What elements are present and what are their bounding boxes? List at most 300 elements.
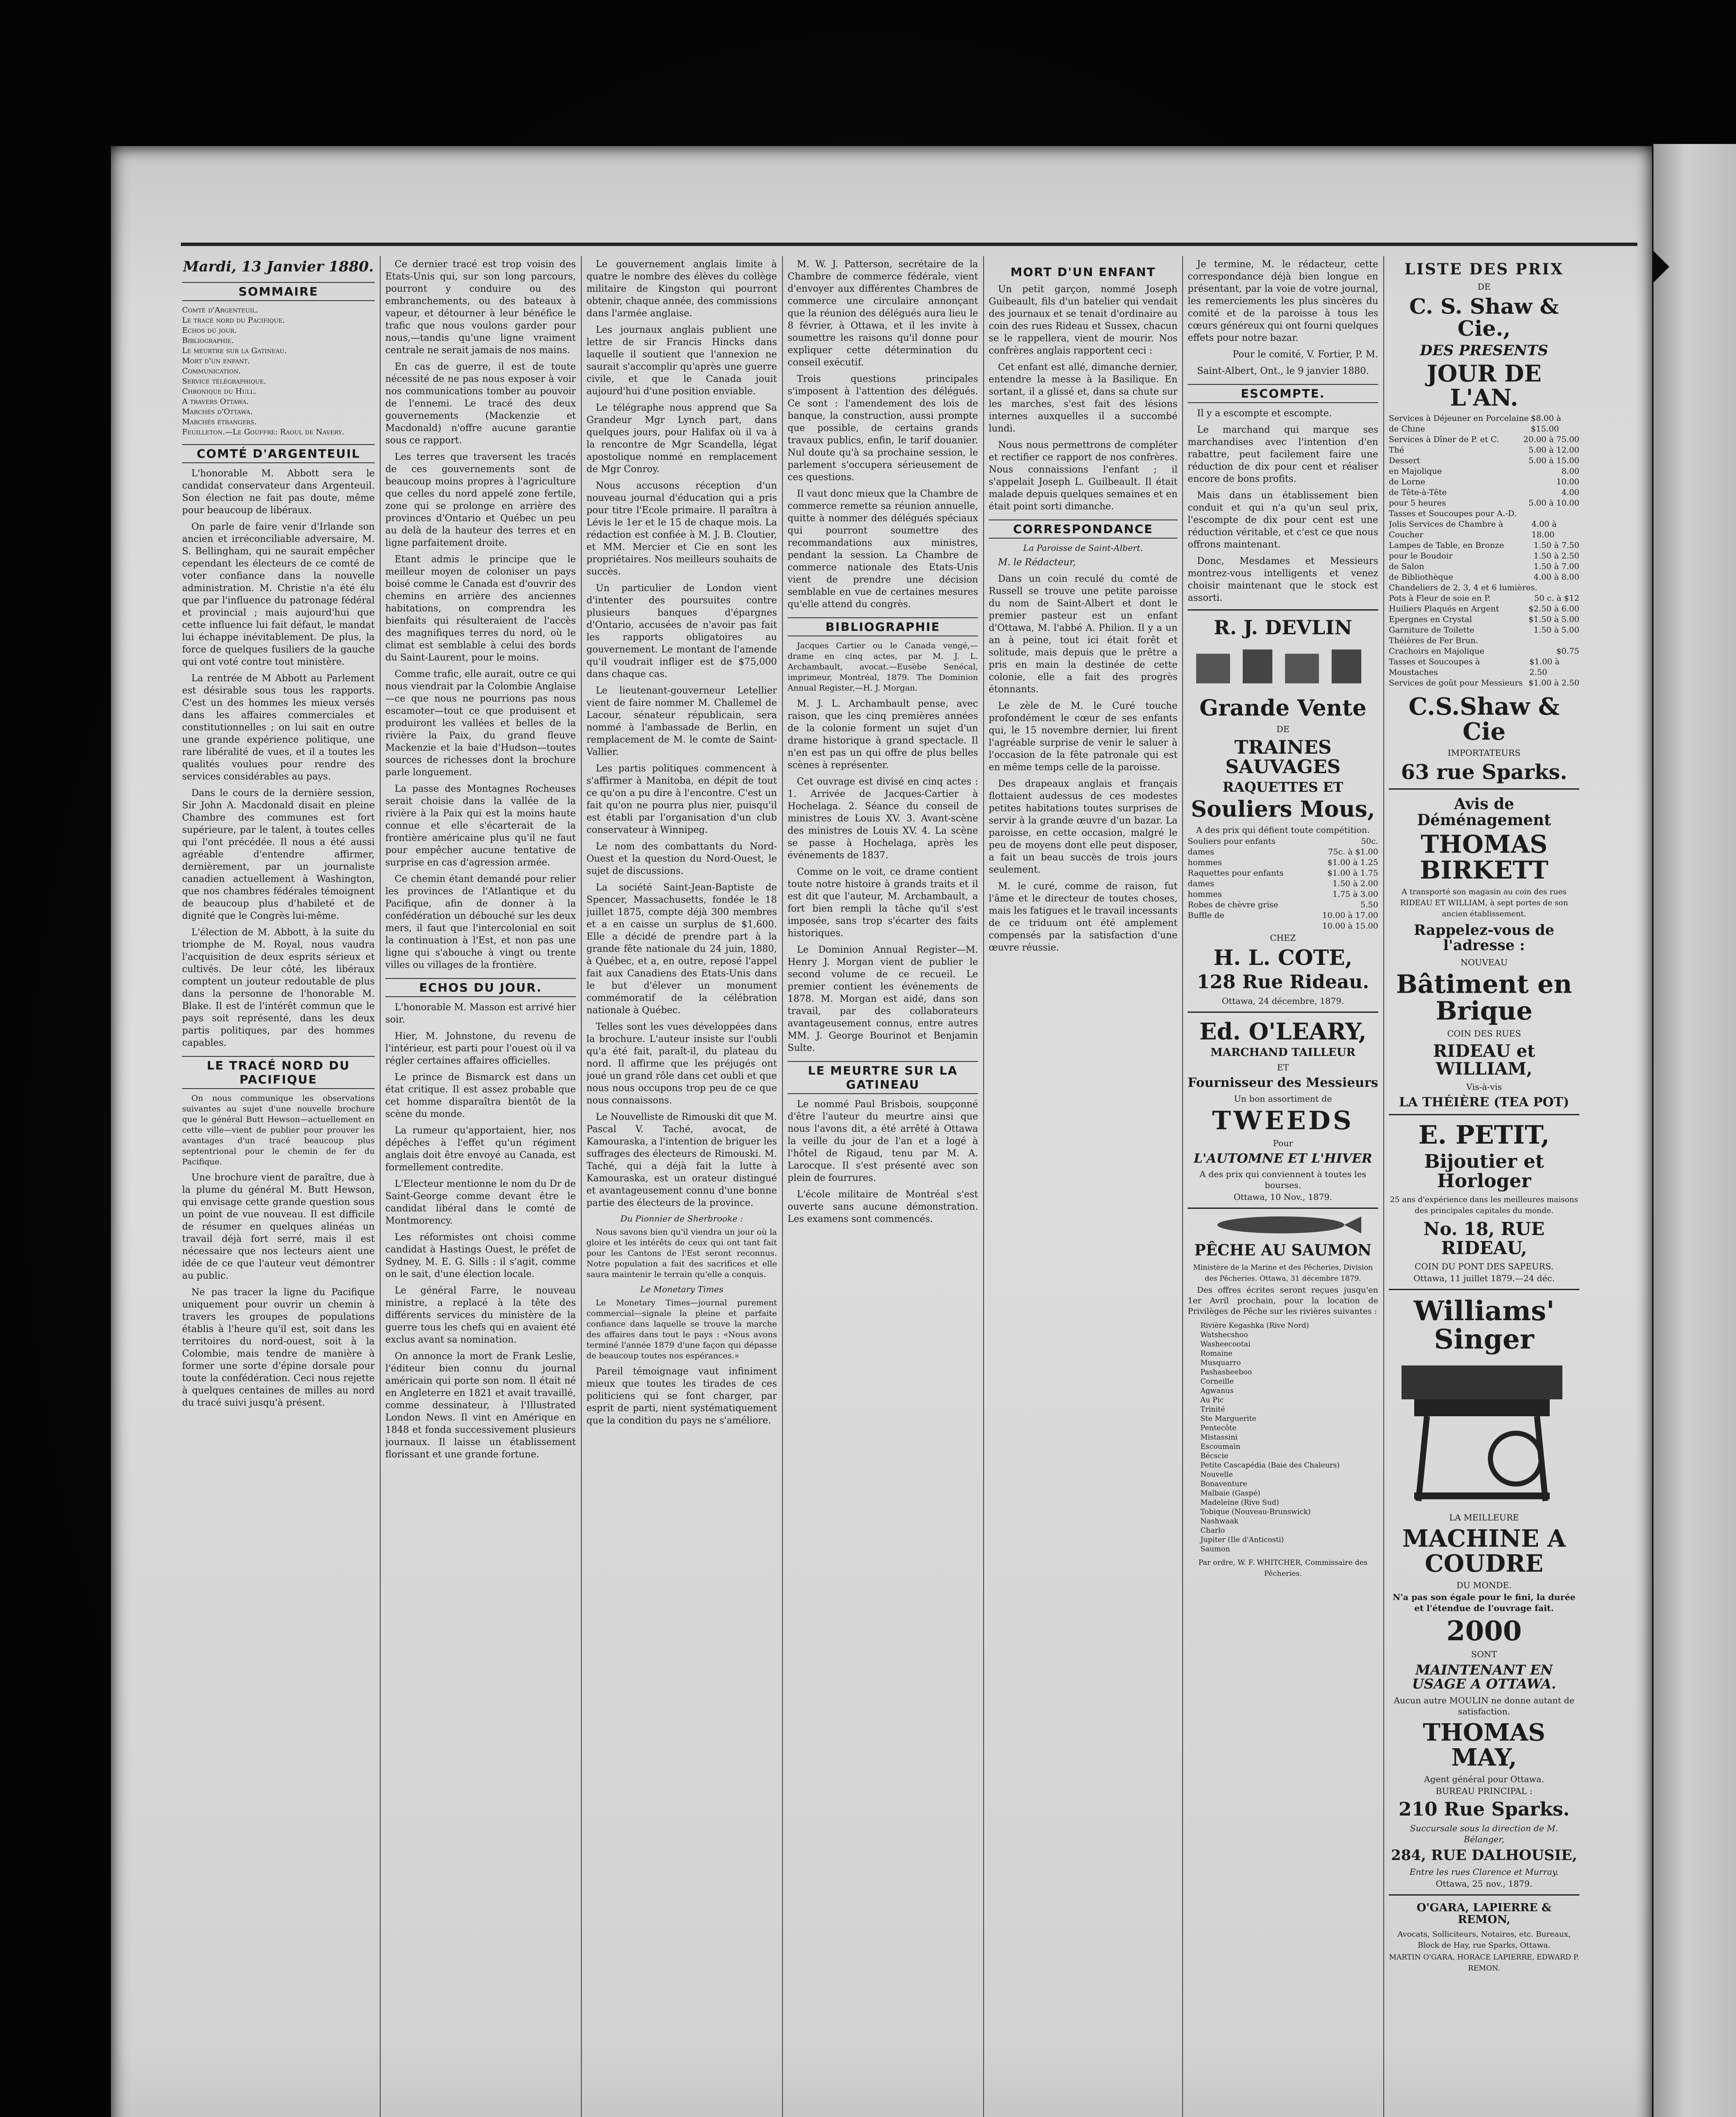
ad-text: Pour — [1273, 1138, 1293, 1148]
paragraph: M. J. L. Archambault pense, avec raison, que les cinq premières années de la colonie forment un sujet d'un drame historique à grand spectacle. Il n'en est pas un qui offre de plus belles scènes à représenter. — [788, 699, 978, 771]
price-item: Services de goût pour Messieurs — [1389, 678, 1523, 688]
ad-text: DE — [1276, 724, 1290, 734]
article-title: ESCOMPTE. — [1188, 384, 1378, 403]
price-row — [1188, 889, 1378, 900]
column-3 — [586, 258, 777, 2117]
toc-item: Marchés étrangers. — [182, 417, 257, 426]
river-item: Musquarro — [1200, 1358, 1241, 1367]
issue-date: Mardi, 13 Janvier 1880. — [183, 258, 374, 275]
advertiser-name: THOMAS MAY, — [1423, 1719, 1545, 1772]
price-value: 75c. à $1.00 — [1328, 847, 1378, 857]
ad-headline: TRAINES SAUVAGES — [1225, 736, 1341, 778]
price-row — [1389, 604, 1579, 614]
price-item: Lampes de Table, en Bronze — [1389, 540, 1504, 550]
article-title: LE TRACÉ NORD DU PACIFIQUE — [182, 1056, 375, 1089]
river-item: Romaine — [1200, 1349, 1233, 1358]
ad-text: Avocats, Solliciteurs, Notaires, etc. Bureaux, Block de Hay, rue Sparks, Ottawa. — [1397, 1930, 1571, 1950]
price-item: Jolis Services de Chambre à Coucher — [1389, 519, 1504, 539]
column-6 — [1188, 258, 1378, 2117]
toc-item: Comté d'Argenteuil. — [182, 306, 258, 315]
river-item: Bonaventure — [1200, 1479, 1247, 1488]
paragraph: Nous savons bien qu'il viendra un jour où la gloire et les intérêts de ceux qui ont tant fait pour les Cantons de l'Est seront reconnus. Notre population a fait des sacrifices et elle saura maintenir le terrain qu'elle a conquis. — [586, 1227, 777, 1279]
price-row — [1389, 614, 1579, 625]
ad-text: Un bon assortiment de — [1234, 1093, 1332, 1104]
price-row — [1389, 498, 1579, 509]
river-item: Madeleine (Rive Sud) — [1200, 1498, 1279, 1507]
price-row — [1389, 445, 1579, 456]
river-item: Agwanus — [1200, 1386, 1234, 1395]
ad-text: BUREAU PRINCIPAL : — [1435, 1785, 1533, 1796]
paragraph: Ce chemin étant demandé pour relier les provinces de l'Atlantique et du Pacifique, afin de donner à la confédération un débouché sur les deux mers, il faut que l'intercolonial en soit la continuation à l'Est, et non pas une ligne qui s'abouche à vingt ou trente villes ou villages de la frontière. — [385, 874, 576, 970]
river-item: Saumon — [1200, 1545, 1230, 1553]
article-title: BIBLIOGRAPHIE — [788, 617, 978, 636]
article-subtitle: La Paroisse de Saint-Albert. — [1023, 543, 1143, 553]
river-item: Nashwaak — [1200, 1517, 1238, 1526]
toc-item: Chronique du Hull. — [182, 387, 257, 396]
paragraph: L'Electeur mentionne le nom du Dr de Saint-George comme devant être le candidat libéral dans le comté de Montmorency. — [385, 1179, 576, 1226]
paragraph: Le prince de Bismarck est dans un état critique. Il est assez probable que cet homme disparaîtra bientôt de la scène du monde. — [385, 1072, 576, 1119]
paragraph: Il y a escompte et escompte. — [1197, 408, 1332, 419]
paragraph: La rentrée de M Abbott au Parlement est désirable sous tous les rapports. C'est un des hommes les mieux versés dans les affaires commerciales et constitutionnelles ; on lui sait en outre une grande expérience politique, une rare libéralité de vues, et il a toutes les qualités voulues pour rendre des services considérables au pays. — [182, 673, 375, 782]
price-value: 5.50 — [1360, 900, 1378, 910]
price-item: de Bibliothèque — [1389, 572, 1453, 582]
advertiser-name: THOMAS BIRKETT — [1420, 830, 1548, 885]
ad-text: A transporté son magasin au coin des rues RIDEAU ET WILLIAM, à sept portes de son ancien établissement. — [1400, 887, 1568, 919]
river-item: Trinité — [1200, 1405, 1225, 1414]
price-row — [1389, 540, 1579, 551]
ad-headline: Rappelez-vous de l'adresse : — [1414, 922, 1554, 954]
ad-text: CHEZ — [1270, 933, 1296, 943]
price-row — [1389, 561, 1579, 572]
price-item: Dessert — [1389, 456, 1420, 465]
ad-text: COIN DES RUES — [1447, 1028, 1521, 1039]
river-item: Charlo — [1200, 1526, 1225, 1535]
price-value: 5.00 à 12.00 — [1528, 445, 1579, 455]
paragraph: Le Monetary Times—journal purement commercial—signale la pleine et parfaite confiance dans laquelle se trouve la marche des affaires dans tout le pays : «Nous avons terminé l'année 1879 d'une façon qui dépasse de beaucoup toutes nos espérances.» — [586, 1298, 777, 1360]
ad-text: 25 ans d'expérience dans les meilleures maisons des principales capitales du monde. — [1390, 1195, 1578, 1216]
price-row — [1188, 879, 1378, 889]
price-item: Garniture de Toilette — [1389, 625, 1475, 635]
paragraph: Le marchand qui marque ses marchandises avec l'intention d'en rabattre, peut facilement faire une réduction de dix pour cent et réaliser encore de bons profits. — [1188, 425, 1378, 484]
notice-title: PÊCHE AU SAUMON — [1194, 1241, 1372, 1260]
paragraph: L'honorable M. Abbott sera le candidat conservateur dans Argenteuil. Son élection ne fait pas doute, même pour beaucoup de libéraux. — [182, 468, 375, 516]
paragraph: Telles sont les vues développées dans la brochure. L'auteur insiste sur l'oubli qu'a été fait, paraît-il, du plateau du nord. Il affirme que les préjugés ont joué un grand rôle dans cet oubli et que nous nous occupons trop peu de ce que nous connaissons. — [586, 1022, 777, 1106]
ad-headline: L'AUTOMNE ET L'HIVER — [1194, 1151, 1372, 1166]
advertiser-name: H. L. COTE, — [1213, 945, 1353, 970]
river-item: Mistassini — [1200, 1433, 1238, 1442]
ad-text: NOUVEAU — [1460, 957, 1508, 967]
paragraph: La rumeur qu'apportaient, hier, nos dépêches à l'effet qu'un régiment anglais doit être envoyé au Canada, est formellement contredite. — [385, 1125, 576, 1173]
advertiser-name: E. PETIT, — [1418, 1120, 1550, 1150]
notice-signature: Par ordre, W. F. WHITCHER, Commissaire des Pêcheries. — [1198, 1558, 1368, 1578]
paragraph: Le général Farre, le nouveau ministre, a replacé à la tête des différents services du ministère de la guerre tous les chefs qui en avaient été exclus avant sa nomination. — [385, 1285, 576, 1345]
article-title: CORRESPONDANCE — [989, 520, 1178, 539]
river-item: Rivière Kegashka (Rive Nord) — [1200, 1321, 1309, 1330]
ad-headline: Bijoutier et Horloger — [1424, 1151, 1544, 1192]
ad-text: ET — [1277, 1062, 1289, 1073]
advertiser-address: 284, RUE DALHOUSIE, — [1391, 1846, 1577, 1864]
paragraph: Les journaux anglais publient une lettre de sir Francis Hincks dans laquelle il soutient que l'annexion ne saurait s'accomplir qu'après une guerre civile, et que le Canada jouit aujourd'hui d'une position enviable. — [586, 325, 777, 397]
paragraph: L'honorable M. Masson est arrivé hier soir. — [385, 1002, 576, 1025]
price-value: $1.00 à 2.50 — [1528, 678, 1579, 688]
price-row — [1188, 900, 1378, 910]
column-rule — [380, 256, 381, 2117]
ad-text: SONT — [1471, 1649, 1497, 1659]
paragraph: Un petit garçon, nommé Joseph Guibeault, fils d'un batelier qui vendait des journaux et se tenait d'ordinaire au coin des rues Rideau et Sussex, chacun se le rappellera, vient de mourir. Nos confrères anglais rapportent ceci : — [989, 284, 1178, 356]
river-item: Petite Cascapédia (Baie des Chaleurs) — [1200, 1461, 1340, 1470]
river-item: Tobique (Nouveau-Brunswick) — [1200, 1507, 1311, 1516]
ad-headline: RAQUETTES ET — [1222, 779, 1343, 796]
river-item: Watshecshoo — [1200, 1330, 1248, 1339]
article-subtitle: Du Pionnier de Sherbrooke : — [620, 1213, 743, 1224]
price-item: hommes — [1188, 858, 1222, 868]
toc-item: Feuilleton.—Le Gouffre: Raoul de Navery. — [182, 428, 345, 437]
peche-notice — [1188, 1208, 1378, 1579]
ad-text: Vis-à-vis — [1466, 1081, 1502, 1092]
paragraph: Le télégraphe nous apprend que Sa Grandeur Mgr Lynch part, dans quelques jours, pour Halifax où il va à la rencontre de Mgr Scandella, légat apostolique nommé en remplacement de Mgr Conroy. — [586, 403, 777, 475]
ogara-advertisement — [1389, 1894, 1579, 1974]
article-title: LE MEURTRE SUR LA GATINEAU — [788, 1061, 978, 1094]
paragraph: Hier, M. Johnstone, du revenu de l'intérieur, est parti pour l'ouest où il va régler certaines affaires officielles. — [385, 1031, 576, 1066]
oleary-advertisement — [1188, 1012, 1378, 1202]
price-item: Thé — [1389, 445, 1404, 455]
price-item: Souliers pour enfants — [1188, 837, 1276, 846]
price-value: 10.00 à 17.00 — [1322, 911, 1378, 920]
ad-text: LA MEILLEURE — [1449, 1512, 1519, 1523]
paragraph: Pareil témoignage vaut infiniment mieux que toutes les tirades de ces politiciens qui se font charger, par esprit de parti, nient systématiquement que la condition du pays ne s'améliore. — [586, 1366, 777, 1426]
price-value: 50 c. à $12 — [1534, 593, 1579, 603]
price-row — [1389, 551, 1579, 561]
singer-advertisement — [1389, 1289, 1579, 1890]
price-item: Raquettes pour enfants — [1188, 868, 1284, 878]
price-value: $2.50 à 6.00 — [1528, 604, 1579, 614]
ad-headline: RIDEAU et WILLIAM, — [1433, 1041, 1535, 1079]
price-item: hommes — [1188, 890, 1222, 899]
price-row — [1188, 868, 1378, 879]
price-value: $8.00 à $15.00 — [1531, 413, 1562, 434]
price-value: 8.00 — [1561, 466, 1579, 476]
price-row — [1389, 572, 1579, 583]
paragraph: Jacques Cartier ou le Canada vengé,—drame en cinq actes, par M. J. L. Archambault, avocat.—Eusèbe Senécal, imprimeur, Montréal, 1879. The Dominion Annual Register,—H. J. Morgan. — [788, 641, 978, 693]
ad-text: MARCHAND TAILLEUR — [1210, 1046, 1356, 1059]
toc-item: Bibliographie. — [182, 336, 234, 345]
toc-item: Le meurtre sur la Gatineau. — [182, 346, 287, 355]
ad-date: Ottawa, 25 nov., 1879. — [1435, 1879, 1533, 1889]
birkett-advertisement — [1389, 788, 1579, 1109]
paragraph: On parle de faire venir d'Irlande son ancien et irréconciliable adversaire, M. S. Bellingham, qui ne saurait empêcher cependant les électeurs de ce comté de voter confiance dans la nouvelle administration. M. Christie n'a été élu que par l'influence du patronage fédéral et provincial ; mais aujourd'hui que cette influence lui fait défaut, le mandat lui échappe inévitablement. De plus, la force de quelques fusiliers de la gauche qui ont voté contre tout ministère. — [182, 522, 375, 667]
price-item: Théières de Fer Brun. — [1389, 636, 1479, 645]
paragraph: Les partis politiques commencent à s'affirmer à Manitoba, en dépit de tout ce qu'on a pu dire à l'encontre. C'est un fait qu'on ne pourra plus nier, puisqu'il est établi par l'organisation d'un club conservateur à Winnipeg. — [586, 763, 777, 835]
ad-headline: LISTE DES PRIX — [1404, 260, 1564, 278]
paragraph: Des offres écrites seront reçues jusqu'en 1er Avril prochain, pour la location de Privilèges de Pêche sur les rivières suivantes : — [1188, 1285, 1378, 1316]
paragraph: Je termine, M. le rédacteur, cette correspondance déjà bien longue en présentant, par la voie de votre journal, les remerciements les plus sincères du comité et de la paroisse à tous les cœurs généreux qui ont fourni quelques effets pour notre bazar. — [1188, 259, 1378, 343]
salutation: M. le Rédacteur, — [998, 557, 1076, 568]
ad-text: Agent général pour Ottawa. — [1424, 1774, 1544, 1784]
sommaire-title: SOMMAIRE — [182, 282, 375, 301]
price-item: Chandeliers de 2, 3, 4 et 6 lumières. — [1389, 583, 1537, 592]
ad-headline: Souliers Mous, — [1191, 796, 1375, 822]
paragraph: Comme trafic, elle aurait, outre ce qui nous viendrait par la Colombie Anglaise—ce que nous ne pourrions pas nous escamoter—tout ce que produisent et produiront les vallées et belles de la rivière la Paix, du grand fleuve Mackenzie et la baie d'Hudson—toutes sources de richesses dont la brochure parle longuement. — [385, 669, 576, 778]
signature: Pour le comité, V. Fortier, P. M. — [1233, 349, 1378, 360]
price-value: 1.75 à 3.00 — [1332, 890, 1378, 899]
paragraph: Nous accusons réception d'un nouveau journal d'éducation qui a pris pour titre l'Ecole primaire. Il paraîtra à Lévis le 1er et le 15 de chaque mois. La rédaction est confiée à M. J. B. Cloutier, et MM. Mercier et Cie en sont les propriétaires. Nos meilleurs souhaits de succès. — [586, 481, 777, 577]
advertiser-name: Ed. O'LEARY, — [1199, 1018, 1367, 1045]
toc-item: Service télégraphique. — [182, 377, 266, 386]
price-row — [1389, 487, 1579, 498]
river-item: Malbaie (Gaspé) — [1200, 1489, 1261, 1498]
paragraph: L'école militaire de Montréal s'est ouverte sans aucune démonstration. Les examens sont commencés. — [788, 1189, 978, 1224]
paragraph: Nous nous permettrons de compléter et rectifier ce rapport de nos confrères. Nous connaissions l'enfant ; il s'appelait Joseph L. Guilbeault. Il était malade depuis quelques semaines et en était point sorti dimanche. — [989, 440, 1178, 512]
ad-headline: MACHINE A COUDRE — [1402, 1525, 1566, 1578]
river-item: Corneille — [1200, 1377, 1234, 1386]
paragraph: Le lieutenant-gouverneur Letellier vient de faire nommer M. Challemel de Lacour, sénateur républicain, sera nommé à l'ambassade de Berlin, en remplacement de M. le comte de Saint-Vallier. — [586, 685, 777, 757]
toc-item: Communication. — [182, 367, 241, 376]
ad-headline: Bâtiment en Brique — [1396, 969, 1572, 1026]
river-item: Pashasheeboo — [1200, 1368, 1252, 1376]
paragraph: Cet enfant est allé, dimanche dernier, entendre la messe à la Basilique. En sortant, il a glissé et, dans sa chute sur les marches, s'est fait des lésions internes auxquelles il a succombé lundi. — [989, 362, 1178, 434]
river-item: Au Pic — [1200, 1396, 1224, 1404]
price-item: de Salon — [1389, 561, 1424, 571]
price-row — [1188, 836, 1378, 847]
river-item: Nouvelle — [1200, 1470, 1233, 1479]
paragraph: Dans un coin reculé du comté de Russell se trouve une petite paroisse du nom de Saint-Albert et dont le premier pasteur est un enfant d'Ottawa, M. l'abbé A. Philion. Il y a un an à peine, tout ici était forêt et solitude, mais depuis que le prêtre a pris en main la destinée de cette colonie, elle a fait des progrès étonnants. — [989, 574, 1178, 695]
paragraph: La passe des Montagnes Rocheuses serait choisie dans la vallée de la rivière à la Paix qui est la moins haute connue et elle s'écarterait de la frontière américaine plus qu'il ne faut pour empêcher aucune tentative de surprise en cas d'agression armée. — [385, 784, 576, 868]
paragraph: Mais dans un établissement bien conduit et qui n'a qu'un seul prix, l'escompte de dix pour cent est une réduction véritable, et c'est ce que nous offrons maintenant. — [1188, 490, 1378, 550]
ad-count: 2000 — [1446, 1615, 1522, 1647]
ad-headline: JOUR DE L'AN. — [1426, 360, 1542, 412]
price-item: Buffle de — [1188, 911, 1225, 920]
price-item: Robes de chèvre grise — [1188, 900, 1278, 910]
ad-headline: MAINTENANT EN USAGE A OTTAWA. — [1412, 1661, 1556, 1692]
column-5 — [989, 258, 1178, 2117]
column-rule — [1182, 256, 1183, 2117]
price-list — [1188, 836, 1378, 931]
toc-item: A travers Ottawa. — [182, 397, 249, 406]
petit-advertisement — [1389, 1114, 1579, 1284]
ad-text: Succursale sous la direction de M. Bélanger, — [1410, 1823, 1559, 1844]
column-1 — [182, 258, 375, 2117]
ad-text: COIN DU PONT DES SAPEURS. — [1415, 1261, 1554, 1271]
price-row — [1389, 456, 1579, 466]
price-item: pour 5 heures — [1389, 498, 1446, 508]
advertiser-name: R. J. DEVLIN — [1214, 616, 1352, 639]
price-value: 50c. — [1361, 837, 1378, 846]
paragraph: Etant admis le principe que le meilleur moyen de coloniser un pays boisé comme le Canada est d'ouvrir des chemins en arrière des anciennes habitations, on comprendra les bienfaits qui résulteraient de l'accès des magnifiques terres du nord, où le climat est semblable à celui des bords du Saint-Laurent, pour le moins. — [385, 554, 576, 663]
paragraph: Ne pas tracer la ligne du Pacifique uniquement pour ouvrir un chemin à travers les groupes de populations établis à l'heure qu'il est, soit dans les territoires du nord-ouest, soit à la Colombie, mais tendre de manière à former une sorte d'épine dorsale pour toute la confédération. Ceci nous rejette à quelques centaines de milles au nord du tracé suivi jusqu'à présent. — [182, 1287, 375, 1408]
advertiser-name: C.S.Shaw & Cie — [1408, 692, 1560, 746]
price-item: de Tête-à-Tête — [1389, 487, 1447, 497]
column-7 — [1389, 258, 1579, 2117]
paragraph: Le zèle de M. le Curé touche profondément le cœur de ses enfants qui, le 15 novembre dernier, lui firent l'agréable surprise de venir le saluer à l'occasion de la fête patronale qui est en même temps celle de la paroisse. — [989, 701, 1178, 773]
advertiser-name: O'GARA, LAPIERRE & REMON, — [1416, 1901, 1552, 1926]
paragraph: Comme on le voit, ce drame contient toute notre histoire à grands traits et il est dit que l'auteur, M. Archambault, a fort bien rempli la tâche qu'il s'est imposée, sans trop s'écarter des faits historiques. — [788, 867, 978, 939]
paragraph: Un particulier de London vient d'intenter des poursuites contre plusieurs banques d'épargnes d'Ontario, accusées de n'avoir pas fait les rapports obligatoires au gouvernement. Le montant de l'amende qu'il voudrait infliger est de $75,000 dans chaque cas. — [586, 583, 777, 680]
price-item: Crachoirs en Majolique — [1389, 646, 1484, 656]
paragraph: Cet ouvrage est divisé en cinq actes : 1. Arrivée de Jacques-Cartier à Hochelaga. 2. Séance du conseil de ministres de Louis XV. 3. Avant-scène des ministres de Louis XV. 4. La scène se passe à Hochelaga, après les événements de 1837. — [788, 777, 978, 861]
price-row — [1389, 466, 1579, 477]
ad-date: Ottawa, 24 décembre, 1879. — [1222, 996, 1344, 1006]
toc-item: Echos du jour. — [182, 326, 237, 335]
price-item: en Majolique — [1389, 466, 1442, 476]
snowshoe-illustration — [1188, 641, 1374, 692]
top-rule — [181, 243, 1637, 246]
column-2 — [385, 258, 576, 2117]
ad-date: Ottawa, 10 Nov., 1879. — [1233, 1192, 1332, 1202]
adjacent-page-edge — [1653, 144, 1736, 2117]
ad-headline: LA THÉIÈRE (TEA POT) — [1399, 1094, 1569, 1110]
price-item: Huiliers Plaqués en Argent — [1389, 604, 1499, 614]
price-row — [1389, 646, 1579, 657]
price-row — [1188, 847, 1378, 857]
ad-headline: Avis de Déménagement — [1417, 795, 1551, 829]
paragraph: Le Dominion Annual Register—M. Henry J. Morgan vient de publier le second volume de ce recueil. Le premier contient les événements de 1878. M. Morgan est aidé, dans son travail, par des collaborateurs avantageusement connus, entre autres MM. J. George Bourinot et Benjamin Sulte. — [788, 945, 978, 1053]
advertiser-name: Williams' Singer — [1413, 1295, 1555, 1355]
ad-text: Fournisseur des Messieurs — [1188, 1075, 1378, 1091]
column-rule — [782, 256, 783, 2117]
ad-text: Entre les rues Clarence et Murray. — [1410, 1867, 1559, 1877]
ad-text: A des prix qui défient toute compétition. — [1196, 825, 1370, 835]
ad-text: IMPORTATEURS — [1447, 748, 1521, 758]
price-row — [1389, 678, 1579, 688]
sewing-machine-illustration — [1389, 1357, 1575, 1509]
river-item: Jupiter (Ile d'Anticosti) — [1200, 1535, 1284, 1544]
salmon-illustration — [1188, 1212, 1374, 1238]
price-row — [1389, 636, 1579, 646]
advertiser-address: No. 18, RUE RIDEAU, — [1423, 1219, 1545, 1258]
price-item: Tasses et Soucoupes à Moustaches — [1389, 657, 1480, 677]
ad-text: A des prix qui conviennent à toutes les bourses. — [1200, 1169, 1366, 1191]
paragraph: Une brochure vient de paraître, due à la plume du général M. Butt Hewson, qui envisage cette grande question sous un point de vue nouveau. Il est difficile de résumer en quelques alinéas un travail déjà fort serré, mais il est nécessaire que nos lecteurs aient une idée de ce que l'auteur veut démontrer au public. — [182, 1172, 375, 1281]
price-row — [1389, 519, 1579, 540]
price-row — [1389, 413, 1579, 434]
river-list — [1188, 1321, 1378, 1554]
paragraph: En cas de guerre, il est de toute nécessité de ne pas nous exposer à voir nos communications tomber au pouvoir de l'ennemi. Le tracé des deux gouvernements (Mackenzie et Macdonald) n'offre aucune garantie sous ce rapport. — [385, 362, 576, 446]
price-value: 10.00 à 15.00 — [1322, 921, 1378, 931]
price-value: 1.50 à 2.50 — [1533, 551, 1579, 561]
toc-item: Marchés d'Ottawa. — [182, 407, 253, 416]
column-4 — [788, 258, 978, 2117]
price-value: 10.00 — [1556, 477, 1579, 486]
price-value: 1.50 à 5.00 — [1533, 625, 1579, 635]
price-value: $1.00 à 1.25 — [1327, 858, 1378, 868]
ad-text: Aucun autre MOULIN ne donne autant de satisfaction. — [1393, 1695, 1575, 1716]
column-rule — [983, 256, 984, 2117]
paragraph: Le gouvernement anglais limite à quatre le nombre des élèves du collège militaire de Kingston qui pourront obtenir, chaque année, des commissions dans l'armée anglaise. — [586, 259, 777, 319]
price-value: 5.00 à 15.00 — [1528, 456, 1579, 465]
price-row — [1389, 434, 1579, 445]
paragraph: Les terres que traversent les tracés de ces gouvernements sont de beaucoup moins propres à l'agriculture que celles du nord appelé zone fertile, zone qui se prolonge en arrière des provinces d'Ontario et Québec un peu au delà de la hauteur des terres et en ligne parfaitement droite. — [385, 452, 576, 548]
price-item: Tasses et Soucoupes pour A.-D. — [1389, 509, 1517, 518]
paragraph: On nous communique les observations suivantes au sujet d'une nouvelle brochure que le général Butt Hewson—actuellement en cette ville—vient de publier pour prouver les avantages d'un tracé beaucoup plus septentrional pour le chemin de fer du Pacifique. — [182, 1094, 375, 1166]
article-title: COMTÉ D'ARGENTEUIL — [182, 444, 375, 463]
price-row — [1389, 625, 1579, 636]
article-subtitle: Le Monetary Times — [640, 1284, 724, 1294]
paragraph: La société Saint-Jean-Baptiste de Spencer, Massachusetts, fondée le 18 juillet 1875, compte déjà 300 membres et a en caisse un surplus de $1,600. Elle a décidé de prendre part à la grande fête nationale du 24 juin, 1880, à Québec, et a, en outre, reposé l'appel fait aux Canadiens des Etats-Unis dans le but d'élever un monument commémoratif de la célébration nationale à Québec. — [586, 882, 777, 1016]
price-item: Pots à Fleur de soie en P. — [1389, 593, 1491, 603]
price-value: $1.00 à 2.50 — [1529, 657, 1560, 677]
price-value: 1.50 à 7.50 — [1533, 540, 1579, 550]
price-item: de Lorne — [1389, 477, 1426, 486]
price-row — [1188, 910, 1378, 921]
price-value: $0.75 — [1556, 646, 1579, 656]
price-value: 20.00 à 75.00 — [1523, 434, 1579, 444]
price-item: dames — [1188, 847, 1214, 857]
price-item: Epergnes en Crystal — [1389, 614, 1472, 624]
toc-item: Mort d'un enfant. — [182, 357, 250, 365]
toc-item: Le tracé nord du Pacifique. — [182, 316, 285, 325]
price-item: Services à Déjeuner en Porcelaine de Chine — [1389, 413, 1529, 434]
ad-text: DU MONDE. — [1456, 1580, 1512, 1590]
table-of-contents — [182, 305, 375, 437]
price-item: pour le Boudoir — [1389, 551, 1453, 561]
ad-text: N'a pas son égale pour le fini, la durée et l'étendue de l'ouvrage fait. — [1393, 1592, 1576, 1613]
paragraph: Donc, Mesdames et Messieurs montrez-vous intelligents et venez choisir maintenant que le stock est assorti. — [1188, 556, 1378, 603]
price-row — [1389, 583, 1579, 593]
paragraph: Il vaut donc mieux que la Chambre de commerce remette sa réunion annuelle, quitte à nommer des délégués spéciaux qui pourront soumettre des recommandations aux ministres, pendant la session. La Chambre de commerce nationale des Etats-Unis vient de prendre une décision semblable en vue de certaines mesures qu'elle attend du congrès. — [788, 489, 978, 610]
price-row — [1188, 921, 1378, 931]
river-item: Bécscie — [1200, 1451, 1228, 1460]
price-row — [1389, 509, 1579, 519]
river-item: Pentecôte — [1200, 1423, 1237, 1432]
price-list — [1389, 413, 1579, 688]
ad-headline: Grande Vente — [1199, 695, 1367, 721]
price-value: 1.50 à 2.00 — [1332, 879, 1378, 889]
paragraph: M. le curé, comme de raison, fut l'âme et le directeur de toutes choses, mais les fatigues et le travail incessants de ce triduum ont été amplement compensés par la satisfaction d'une œuvre réussie. — [989, 881, 1178, 953]
price-row — [1389, 477, 1579, 487]
paragraph: Ce dernier tracé est trop voisin des Etats-Unis qui, sur son long parcours, pourront y conduire ou des embranchements, ou des bateaux à vapeur, et détourner à leur bénéfice le trafic que nous voulons garder pour nous,—tandis qu'une ligne vraiment centrale ne serait jamais de nos mains. — [385, 259, 576, 356]
ad-text: DE — [1477, 281, 1491, 292]
price-item: Services à Dîner de P. et C. — [1389, 434, 1499, 444]
paragraph: Le nommé Paul Brisbois, soupçonné d'être l'auteur du meurtre ainsi que nous l'avons dit, a été arrêté à Ottawa la veille du jour de l'an et a logé à l'hôtel de Rigaud, tenu par M. A. Larocque. Il s'est présenté avec son plein de fourrures. — [788, 1099, 978, 1183]
paragraph: M. W. J. Patterson, secrétaire de la Chambre de commerce fédérale, vient d'envoyer aux différentes Chambres de commerce une circulaire annonçant que la réunion des délégués aura lieu le 8 février, à Ottawa, et il les invite à soumettre les raisons qu'il donne pour expliquer cette détermination du conseil exécutif. — [788, 259, 978, 368]
column-rule — [581, 256, 582, 2117]
price-value: 1.50 à 7.00 — [1533, 561, 1579, 571]
paragraph: L'élection de M. Abbott, à la suite du triomphe de M. Royal, nous vaudra l'acquisition de deux esprits sérieux et cultivés. De leur côté, les libéraux comptent un jouteur redoutable de plus dans la personne de l'honorable M. Blake. Il est de l'intérêt commun que le pays soit représenté, dans les deux partis politiques, par des hommes capables. — [182, 927, 375, 1048]
price-value: $1.00 à 1.75 — [1327, 868, 1378, 878]
article-title: MORT D'UN ENFANT — [1010, 265, 1156, 279]
column-rule — [1383, 256, 1384, 2117]
paragraph: Des drapeaux anglais et français flottaient audessus de ces modestes petites habitations toutes surprises de servir à la grande œuvre d'un bazar. La paroisse, en cette occasion, malgré le peu de moyens dont elle peut disposer, a fait un beau succès de trois jours seulement. — [989, 779, 1178, 875]
price-item: dames — [1188, 879, 1214, 889]
article-title: ECHOS DU JOUR. — [385, 978, 576, 997]
advertiser-address: 128 Rue Rideau. — [1197, 971, 1369, 993]
dateline: Saint-Albert, Ont., le 9 janvier 1880. — [1197, 366, 1369, 376]
price-value: 4.00 à 18.00 — [1531, 519, 1557, 539]
ad-date: Ottawa, 11 juillet 1879.—24 déc. — [1413, 1273, 1555, 1283]
river-item: Washeecootai — [1200, 1340, 1251, 1349]
advertiser-address: 210 Rue Sparks. — [1399, 1798, 1570, 1820]
paragraph: Le nom des combattants du Nord-Ouest et la question du Nord-Ouest, le sujet de discussions. — [586, 841, 777, 876]
ad-text: MARTIN O'GARA, HORACE LAPIERRE, EDWARD P. REMON. — [1389, 1953, 1579, 1973]
paragraph: Trois questions principales s'imposent à l'attention des délégués. Ce sont : l'amendement des lois de banque, la construction, aussi prompte que possible, de certains grands travaux publics, enfin, le tarif douanier. Nul doute qu'à sa prochaine session, le parlement s'occupera sérieusement de ces questions. — [788, 374, 978, 483]
price-row — [1188, 857, 1378, 868]
paragraph: Dans le cours de la dernière session, Sir John A. Macdonald disait en pleine Chambre des communes est fort supérieure, par le talent, à toutes celles qui l'ont précédée. Il nous a été aussi agréable d'entendre affirmer, dernièrement, par un journaliste canadien actuellement à Washington, que nos chambres fédérales témoignent de beaucoup plus d'habileté et de dignité que le Congrès lui-même. — [182, 788, 375, 921]
newspaper-page — [111, 146, 1652, 2117]
paragraph: Le Nouvelliste de Rimouski dit que M. Pascal V. Taché, avocat, de Kamouraska, a l'intention de briguer les suffrages des électeurs de Rimouski. M. Taché, qui a déjà fait la lutte à Kamouraska, est un orateur distingué et avantageusement connu d'une bonne partie des électeurs de la province. — [586, 1112, 777, 1208]
price-value: 4.00 à 8.00 — [1533, 572, 1579, 582]
price-value: 4.00 — [1561, 487, 1579, 497]
river-item: Escoumain — [1200, 1442, 1241, 1451]
advertiser-name: C. S. Shaw & Cie., — [1409, 293, 1559, 341]
price-value: $1.50 à 5.00 — [1528, 614, 1579, 624]
advertiser-address: 63 rue Sparks. — [1401, 760, 1567, 785]
price-row — [1389, 593, 1579, 604]
paragraph: Les réformistes ont choisi comme candidat à Hastings Ouest, le préfet de Sydney, M. E. G. Sills : il s'agit, comme on le sait, d'une élection locale. — [385, 1232, 576, 1280]
devlin-advertisement — [1188, 609, 1378, 1006]
ad-headline: TWEEDS — [1212, 1105, 1354, 1136]
ad-headline: DES PRESENTS — [1420, 342, 1548, 359]
river-item: Ste Marguerite — [1200, 1414, 1256, 1423]
